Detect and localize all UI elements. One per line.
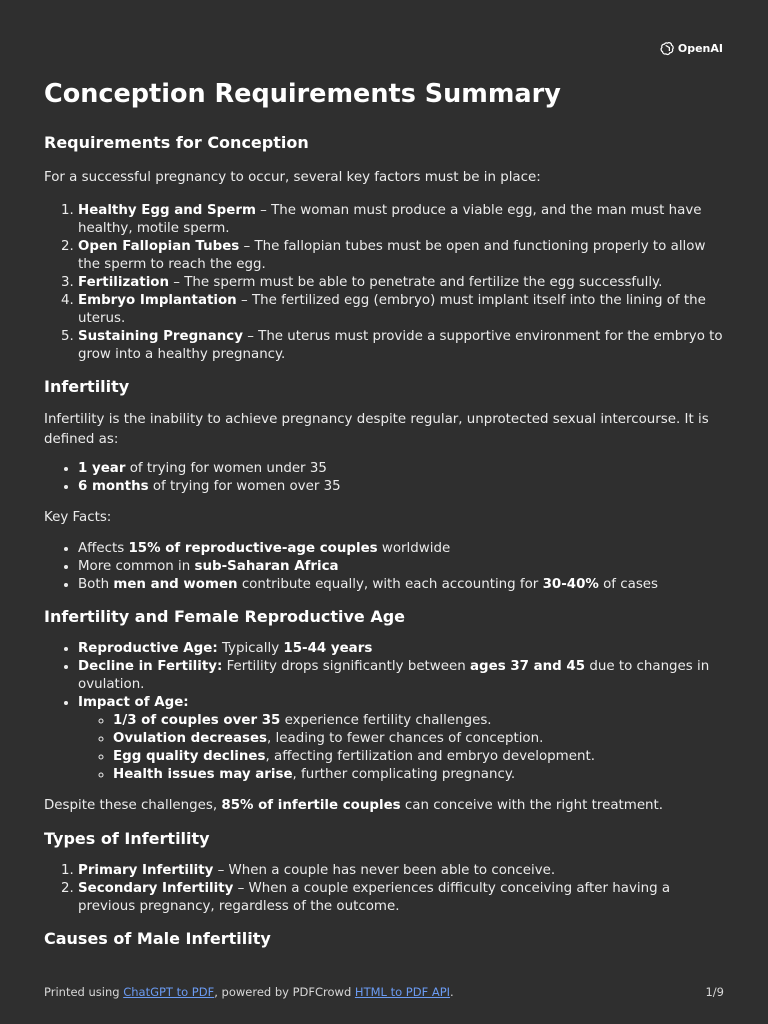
reproductive-age-list bbox=[44, 640, 726, 784]
item-term: ages 37 and 45 bbox=[469, 659, 586, 674]
item-text: of trying for women over 35 bbox=[148, 479, 341, 494]
page-footer bbox=[44, 985, 724, 999]
item-term: 1 year bbox=[78, 461, 126, 476]
openai-logo-icon bbox=[660, 41, 675, 56]
page-number: 1/9 bbox=[705, 985, 724, 999]
document-body bbox=[44, 78, 726, 950]
list-item bbox=[78, 238, 726, 274]
list-item bbox=[78, 540, 726, 558]
item-text: experience fertility challenges. bbox=[280, 713, 492, 728]
footer-text: . bbox=[450, 985, 454, 999]
list-item bbox=[78, 478, 726, 496]
list-item bbox=[78, 292, 726, 328]
item-text: – The fertilized egg (embryo) must implant itself into the lining of the uterus. bbox=[78, 293, 706, 326]
impact-of-age-sublist bbox=[78, 712, 726, 784]
item-text: due to changes in ovulation. bbox=[78, 659, 710, 692]
list-item bbox=[78, 694, 726, 784]
item-term: Primary Infertility bbox=[78, 863, 214, 878]
requirements-intro: For a successful pregnancy to occur, several key factors must be in place: bbox=[44, 170, 541, 185]
item-text: – When a couple has never been able to conceive. bbox=[213, 863, 556, 878]
item-term: sub-Saharan Africa bbox=[194, 559, 339, 574]
item-text: , leading to fewer chances of conception. bbox=[267, 731, 544, 746]
item-text: contribute equally, with each accounting for bbox=[237, 577, 543, 592]
item-text: can conceive with the right treatment. bbox=[400, 798, 664, 813]
item-term: Egg quality declines bbox=[113, 749, 266, 764]
footer-credit bbox=[44, 985, 454, 999]
list-item bbox=[78, 862, 726, 880]
item-text: Affects bbox=[78, 541, 129, 556]
list-item bbox=[78, 202, 726, 238]
list-item bbox=[78, 460, 726, 478]
list-item bbox=[113, 730, 726, 748]
list-item bbox=[78, 880, 726, 916]
heading-types: Types of Infertility bbox=[44, 829, 210, 848]
requirements-list bbox=[44, 202, 726, 364]
item-term: Reproductive Age: bbox=[78, 641, 218, 656]
item-term: Sustaining Pregnancy bbox=[78, 329, 243, 344]
item-term: Embryo Implantation bbox=[78, 293, 237, 308]
list-item bbox=[78, 576, 726, 594]
item-text: Typically bbox=[217, 641, 284, 656]
footer-text: Printed using bbox=[44, 985, 124, 999]
html-to-pdf-api-link[interactable]: HTML to PDF API bbox=[354, 985, 451, 999]
chatgpt-to-pdf-link[interactable]: ChatGPT to PDF bbox=[123, 985, 215, 999]
item-term: 85% of infertile couples bbox=[221, 798, 401, 813]
list-item bbox=[113, 748, 726, 766]
item-text: – The uterus must provide a supportive environment for the embryo to grow into a healthy pregnancy. bbox=[78, 329, 723, 362]
age-closing bbox=[44, 796, 726, 816]
item-text: , affecting fertilization and embryo development. bbox=[265, 749, 595, 764]
item-term: Healthy Egg and Sperm bbox=[78, 203, 256, 218]
item-term: 30-40% bbox=[542, 577, 599, 592]
item-term: 15-44 years bbox=[283, 641, 373, 656]
item-text: – When a couple experiences difficulty conceiving after having a previous pregnancy, regardless of the outcome. bbox=[78, 881, 671, 914]
infertility-intro: Infertility is the inability to achieve pregnancy despite regular, unprotected sexual intercourse. It is defined as: bbox=[44, 412, 709, 447]
item-text: – The woman must produce a viable egg, and the man must have healthy, motile sperm. bbox=[78, 203, 702, 236]
key-facts-list bbox=[44, 540, 726, 594]
list-item bbox=[78, 274, 726, 292]
item-term: Impact of Age: bbox=[78, 695, 189, 710]
item-term: Open Fallopian Tubes bbox=[78, 239, 240, 254]
list-item bbox=[78, 658, 726, 694]
item-text: – The fallopian tubes must be open and functioning properly to allow the sperm to reach the egg. bbox=[78, 239, 706, 272]
openai-logo-text: OpenAI bbox=[677, 42, 723, 55]
item-term: 15% of reproductive-age couples bbox=[128, 541, 378, 556]
item-text: More common in bbox=[78, 559, 195, 574]
item-text: Both bbox=[78, 577, 114, 592]
item-text: , further complicating pregnancy. bbox=[292, 767, 516, 782]
list-item bbox=[78, 640, 726, 658]
list-item bbox=[113, 766, 726, 784]
list-item bbox=[78, 328, 726, 364]
item-text: – The sperm must be able to penetrate and fertilize the egg successfully. bbox=[169, 275, 663, 290]
heading-reproductive-age: Infertility and Female Reproductive Age bbox=[44, 607, 406, 626]
item-term: Health issues may arise bbox=[113, 767, 293, 782]
item-term: Ovulation decreases bbox=[113, 731, 268, 746]
heading-requirements: Requirements for Conception bbox=[44, 133, 309, 152]
page-title: Conception Requirements Summary bbox=[44, 79, 561, 109]
item-text: Despite these challenges, bbox=[44, 798, 222, 813]
item-term: 1/3 of couples over 35 bbox=[113, 713, 281, 728]
item-term: Secondary Infertility bbox=[78, 881, 234, 896]
openai-logo bbox=[660, 41, 723, 56]
item-term: Fertilization bbox=[78, 275, 170, 290]
key-facts-label: Key Facts: bbox=[44, 510, 112, 525]
list-item bbox=[113, 712, 726, 730]
list-item bbox=[78, 558, 726, 576]
item-term: Decline in Fertility: bbox=[78, 659, 223, 674]
item-text: of cases bbox=[598, 577, 659, 592]
infertility-definition-list bbox=[44, 460, 726, 496]
heading-infertility: Infertility bbox=[44, 377, 130, 396]
item-term: men and women bbox=[113, 577, 238, 592]
item-text: of trying for women under 35 bbox=[125, 461, 327, 476]
heading-male-causes: Causes of Male Infertility bbox=[44, 929, 271, 948]
item-text: Fertility drops significantly between bbox=[222, 659, 470, 674]
types-list bbox=[44, 862, 726, 916]
footer-text: , powered by PDFCrowd bbox=[214, 985, 355, 999]
item-text: worldwide bbox=[377, 541, 451, 556]
item-term: 6 months bbox=[78, 479, 149, 494]
